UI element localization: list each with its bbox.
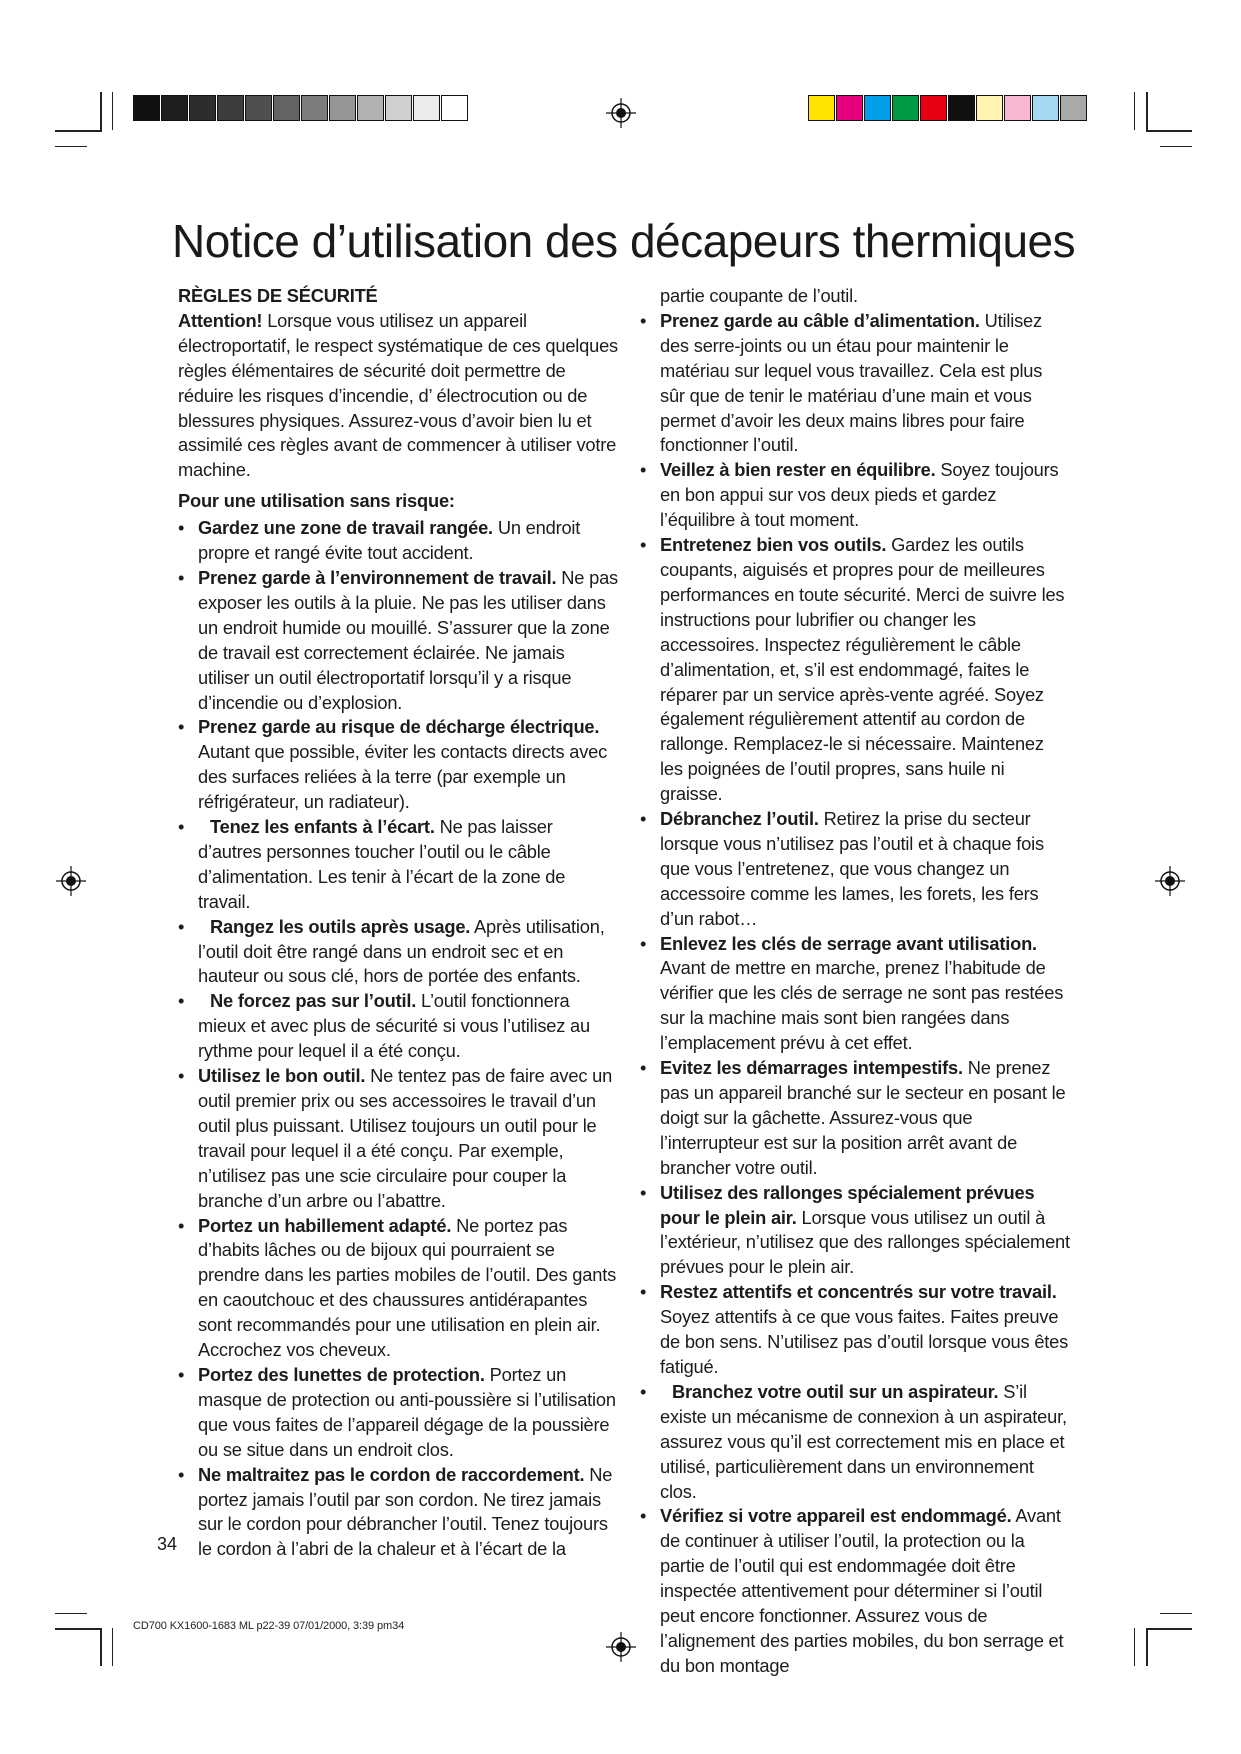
color-swatch: [245, 95, 272, 121]
bullet-icon: •: [178, 816, 185, 838]
bullet-icon: •: [640, 534, 647, 556]
rule-title: Restez attentifs et concentrés sur votre travail.: [660, 1281, 1057, 1303]
crop-mark: [55, 1613, 87, 1614]
bullet-icon: •: [178, 1065, 185, 1087]
rule-title: Utilisez des rallonges spécialement prévues pour le plein air.: [660, 1181, 1035, 1228]
rule-title: Prenez garde au câble d’alimentation.: [660, 309, 980, 331]
color-swatch: [301, 95, 328, 121]
rule-text: Un endroit propre et rangé évite tout accident.: [198, 517, 581, 564]
intro-paragraph: [178, 309, 618, 483]
rule-text: Retirez la prise du secteur lorsque vous n’utilisez pas l’outil et à chaque fois que vous l’entretenez, que vous changez un accessoire comme les lames, les forets, les fers d’un rabot…: [660, 808, 1044, 929]
rule-title: Ne forcez pas sur l’outil.: [210, 990, 417, 1012]
rule-title: Veillez à bien rester en équilibre.: [660, 459, 936, 481]
rule-text: Ne tentez pas de faire avec un outil premier prix ou ses accessoires le travail d’un outil plus puissant. Utilisez toujours un outil pour le travail pour lequel il a été conçu. Par exemple, n’utilisez pas une scie circulaire pour couper la branche d’un arbre ou l’abattre.: [198, 1065, 613, 1211]
crop-mark: [55, 1628, 102, 1630]
safety-rules-list: [178, 516, 618, 1562]
list-item: [640, 1504, 1070, 1678]
color-swatch: [1060, 95, 1087, 121]
rule-title: Branchez votre outil sur un aspirateur.: [672, 1380, 999, 1402]
registration-mark-icon: [606, 98, 636, 128]
subheading: Pour une utilisation sans risque:: [178, 490, 455, 512]
bullet-icon: •: [178, 990, 185, 1012]
list-item: [640, 533, 1070, 807]
rule-text: Après utilisation, l’outil doit être rangé dans un endroit sec et en hauteur ou sous clé, hors de portée des enfants.: [198, 915, 605, 987]
color-swatch: [357, 95, 384, 121]
color-swatch: [1032, 95, 1059, 121]
color-swatch: [329, 95, 356, 121]
rule-title: Débranchez l’outil.: [660, 808, 819, 830]
color-swatch: [161, 95, 188, 121]
color-swatch: [864, 95, 891, 121]
list-item: [640, 807, 1070, 932]
list-item: [178, 1363, 618, 1463]
color-swatch: [920, 95, 947, 121]
crop-mark: [1160, 146, 1192, 147]
rule-text: Autant que possible, éviter les contacts directs avec des surfaces reliées à la terre (par exemple un réfrigérateur, un radiateur).: [198, 741, 608, 813]
page-title: Notice d’utilisation des décapeurs thermiques: [172, 215, 1076, 267]
rule-title: Prenez garde au risque de décharge électrique.: [198, 716, 600, 738]
crop-mark: [55, 130, 102, 132]
crop-mark: [1146, 92, 1148, 130]
list-item: [640, 1380, 1070, 1505]
rule-text: Lorsque vous utilisez un outil à l’extérieur, n’utilisez que des rallonges spécialement prévues pour le plein air.: [660, 1206, 1070, 1278]
bullet-icon: •: [640, 1281, 647, 1303]
grayscale-calibration-bar: [133, 95, 469, 121]
left-column: [178, 284, 618, 1562]
bullet-icon: •: [640, 309, 647, 331]
color-swatch: [385, 95, 412, 121]
intro-bold: Attention!: [178, 309, 263, 331]
rule-text: Ne prenez pas un appareil branché sur le secteur en posant le doigt sur la gâchette. Assurez-vous que l’interrupteur est sur la position arrêt avant de brancher votre outil.: [660, 1057, 1066, 1178]
crop-mark: [112, 1628, 113, 1666]
color-swatch: [948, 95, 975, 121]
rule-text: Portez un masque de protection ou anti-poussière si l’utilisation que vous faites de l’appareil dégage de la poussière ou se situe dans un endroit clos.: [198, 1363, 616, 1460]
bullet-icon: •: [640, 932, 647, 954]
crop-mark: [100, 1628, 102, 1666]
rule-text: S’il existe un mécanisme de connexion à un aspirateur, assurez vous qu’il est correctement mis en place et utilisé, particulièrement dans un environnement clos.: [660, 1380, 1067, 1502]
rule-title: Ne maltraitez pas le cordon de raccordement.: [198, 1463, 585, 1485]
list-item: [178, 1064, 618, 1213]
rule-title: Tenez les enfants à l’écart.: [210, 816, 435, 838]
rule-title: Evitez les démarrages intempestifs.: [660, 1057, 963, 1079]
color-swatch: [836, 95, 863, 121]
color-swatch: [441, 95, 468, 121]
bullet-icon: •: [640, 1505, 647, 1527]
registration-mark-icon: [56, 866, 86, 896]
list-item: [178, 1214, 618, 1363]
rule-text: Soyez attentifs à ce que vous faites. Faites preuve de bon sens. N’utilisez pas d’outil lorsque vous êtes fatigué.: [660, 1306, 1069, 1377]
list-item: [178, 989, 618, 1064]
page-number: 34: [157, 1534, 178, 1554]
rule-title: Prenez garde à l’environnement de travail.: [198, 566, 557, 588]
rule-text: Ne portez jamais l’outil par son cordon. Ne tirez jamais sur le cordon pour débrancher l’outil. Tenez toujours le cordon à l’abri de la chaleur et à l’écart de la: [198, 1463, 613, 1560]
safety-rules-list: [640, 309, 1070, 1679]
rule-text: Avant de mettre en marche, prenez l’habitude de vérifier que les clés de serrage ne sont pas restées sur la machine mais sont bien rangées dans l’emplacement prévu à cet effet.: [660, 957, 1064, 1054]
crop-mark: [100, 92, 102, 130]
list-item: [640, 1056, 1070, 1181]
rule-title: Vérifiez si votre appareil est endommagé.: [660, 1505, 1012, 1527]
color-calibration-bar: [808, 95, 1088, 121]
bullet-icon: •: [178, 566, 185, 588]
color-swatch: [189, 95, 216, 121]
rule-text: Ne pas exposer les outils à la pluie. Ne pas les utiliser dans un endroit humide ou mouillé. S’assurer que la zone de travail est correctement éclairée. Ne jamais utiliser un outil électroportatif lorsqu’il y a risque d’incendie ou d’explosion.: [198, 566, 618, 713]
crop-mark: [1160, 1613, 1192, 1614]
registration-mark-icon: [1155, 866, 1185, 896]
crop-mark: [1134, 92, 1135, 130]
color-swatch: [273, 95, 300, 121]
rule-text: Ne pas laisser d’autres personnes toucher l’outil ou le câble d’alimentation. Les tenir à l’écart de la zone de travail.: [198, 816, 566, 912]
crop-mark: [55, 146, 87, 147]
bullet-icon: •: [178, 1463, 185, 1485]
bullet-icon: •: [640, 459, 647, 481]
color-swatch: [413, 95, 440, 121]
crop-mark: [1134, 1628, 1135, 1666]
bullet-icon: •: [178, 1214, 185, 1236]
rule-title: Utilisez le bon outil.: [198, 1065, 366, 1087]
crop-mark: [1146, 130, 1192, 132]
list-item: [178, 566, 618, 715]
list-item: [178, 516, 618, 566]
rule-text: Soyez toujours en bon appui sur vos deux pieds et gardez l’équilibre à tout moment.: [660, 459, 1059, 531]
color-swatch: [133, 95, 160, 121]
rule-text: Avant de continuer à utiliser l’outil, la protection ou la partie de l’outil qui est endommagée doit être inspectée attentivement pour déterminer si l’outil peut encore fonctionner. Assurez vous de l’alignement des parties mobiles, du bon serrage et du bon montage: [660, 1505, 1064, 1676]
list-item: [178, 915, 618, 990]
rule-text: L’outil fonctionnera mieux et avec plus de sécurité si vous l’utilisez au rythme pour lequel il a été conçu.: [198, 990, 590, 1062]
list-item: [640, 1181, 1070, 1281]
right-column: [640, 284, 1070, 1679]
color-swatch: [808, 95, 835, 121]
continued-text: partie coupante de l’outil.: [660, 285, 858, 306]
bullet-icon: •: [640, 808, 647, 830]
section-heading: RÈGLES DE SÉCURITÉ: [178, 285, 378, 306]
bullet-icon: •: [640, 1057, 647, 1079]
color-swatch: [892, 95, 919, 121]
rule-text: Ne portez pas d’habits lâches ou de bijoux qui pourraient se prendre dans les parties mobiles de l’outil. Des gants en caoutchouc et des chaussures antidérapantes sont recommandés pour une utilisation en plein air. Accrochez vos cheveux.: [198, 1214, 617, 1361]
rule-text: Gardez les outils coupants, aiguisés et propres pour de meilleures performances en toute sécurité. Merci de suivre les instructions pour lubrifier ou changer les accessoires. Inspectez régulièrement le câble d’alimentation, et, s’il est endommagé, faites le réparer par un service après-vente agréé. Soyez également régulièrement attentif au cordon de rallonge. Remplacez-le si nécessaire. Maintenez les poignées de l’outil propres, sans huile ni graisse.: [660, 534, 1065, 805]
rule-title: Entretenez bien vos outils.: [660, 534, 887, 556]
bullet-icon: •: [640, 1380, 647, 1402]
rule-title: Portez des lunettes de protection.: [198, 1363, 485, 1385]
rule-title: Gardez une zone de travail rangée.: [198, 517, 493, 539]
color-swatch: [1004, 95, 1031, 121]
list-item: [640, 932, 1070, 1057]
color-swatch: [217, 95, 244, 121]
crop-mark: [112, 92, 113, 130]
color-swatch: [976, 95, 1003, 121]
list-item: [640, 309, 1070, 458]
bullet-icon: •: [178, 517, 185, 539]
list-item: [178, 815, 618, 915]
rule-text: Utilisez des serre-joints ou un étau pour maintenir le matériau sur lequel vous travaillez. Cela est plus sûr que de tenir le matériau d’une main et vous permet d’avoir les deux mains libres pour faire fonctionner l’outil.: [660, 309, 1043, 456]
list-item: [640, 1280, 1070, 1380]
bullet-icon: •: [178, 915, 185, 937]
rule-title: Rangez les outils après usage.: [210, 915, 471, 937]
crop-mark: [1146, 1628, 1148, 1666]
intro-text: Lorsque vous utilisez un appareil électroportatif, le respect systématique de ces quelques règles élémentaires de sécurité doit permettre de réduire les risques d’incendie, d’ électrocution ou de blessures physiques. Assurez-vous d’avoir bien lu et assimilé ces règles avant de commencer à utiliser votre machine.: [178, 309, 618, 481]
bullet-icon: •: [178, 1363, 185, 1385]
bullet-icon: •: [640, 1181, 647, 1203]
print-footer: CD700 KX1600-1683 ML p22-39 07/01/2000, 3:39 pm34: [133, 1620, 405, 1632]
crop-mark: [1146, 1628, 1192, 1630]
rule-title: Portez un habillement adapté.: [198, 1214, 452, 1236]
bullet-icon: •: [178, 716, 185, 738]
list-item: [178, 1463, 618, 1563]
list-item: [178, 715, 618, 815]
list-item: [640, 458, 1070, 533]
rule-title: Enlevez les clés de serrage avant utilisation.: [660, 932, 1037, 954]
registration-mark-icon: [606, 1632, 636, 1662]
